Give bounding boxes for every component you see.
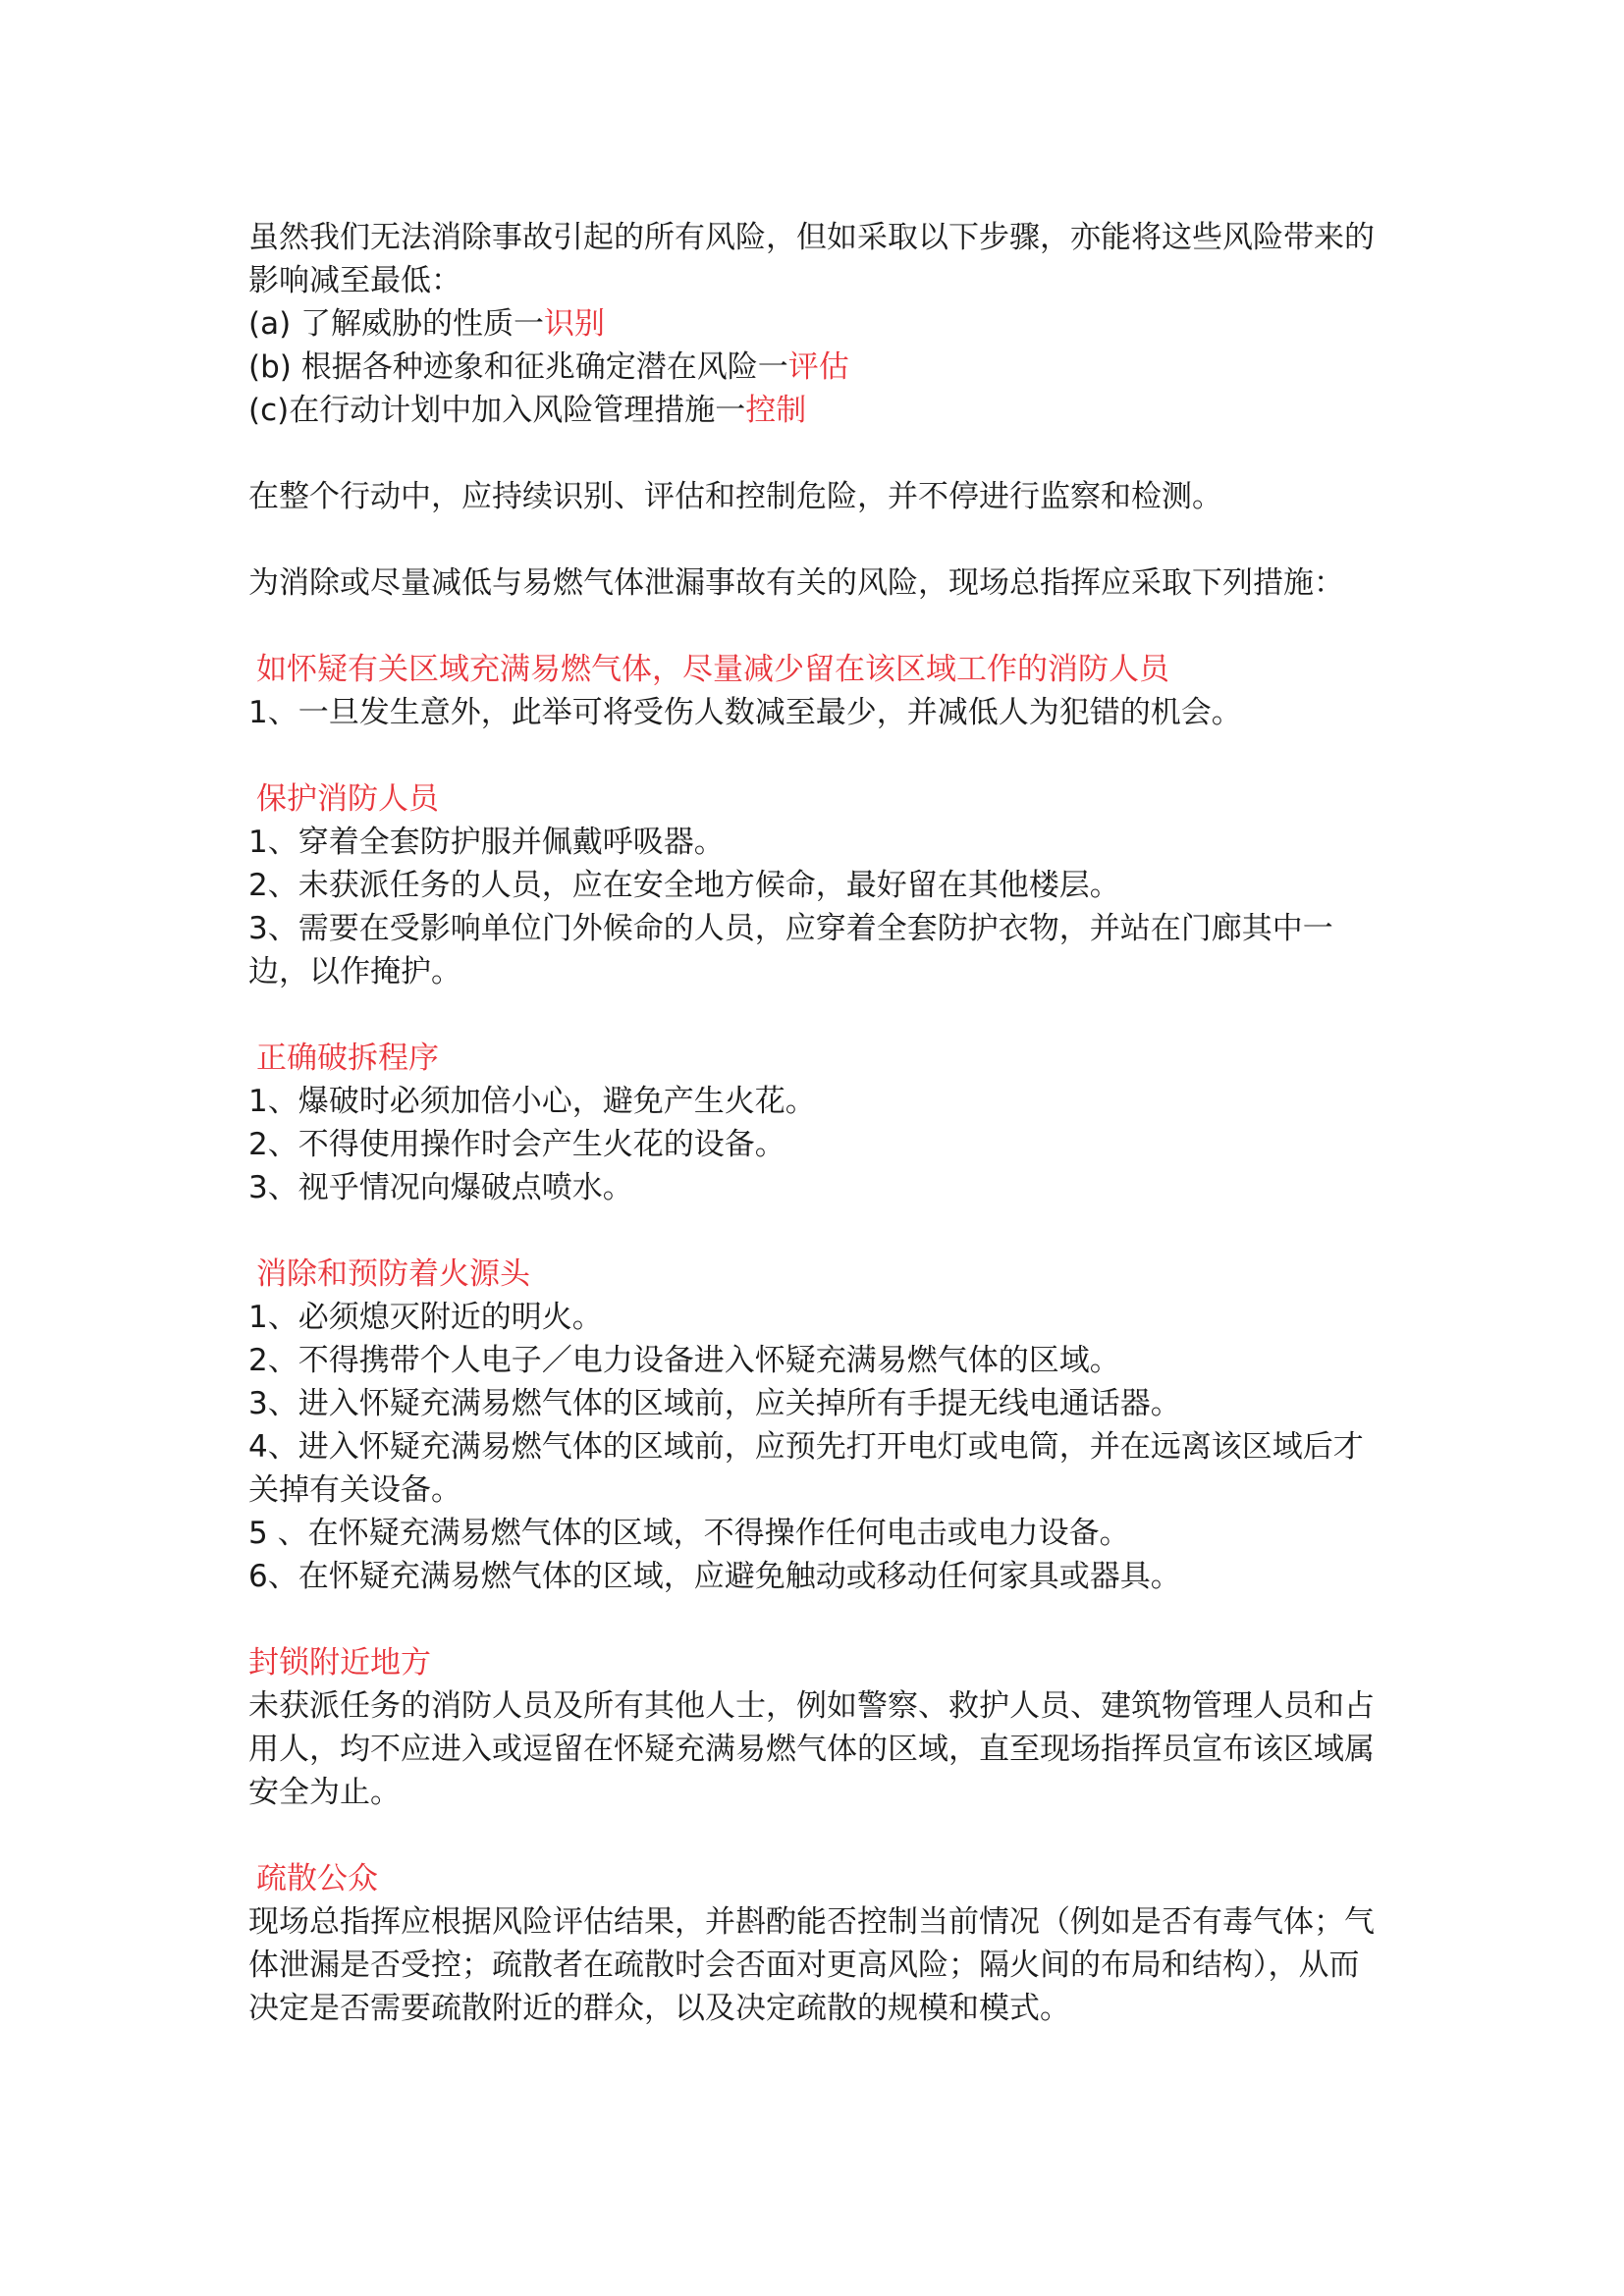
list-item: 2、不得使用操作时会产生火花的设备。 [248,1127,785,1162]
keyword-identify: 识别 [544,306,606,342]
section-heading-forcible-entry: 正确破拆程序 [256,1041,439,1076]
list-item: 5 、在怀疑充满易燃气体的区域，不得操作任何电击或电力设备。 [248,1516,1130,1551]
step-identify: (a) 了解威胁的性质一识别 [248,306,606,342]
list-item: 3、需要在受影响单位门外候命的人员，应穿着全套防护衣物，并站在门廊其中一边，以作掩护。 [248,911,1333,989]
list-item: 1、爆破时必须加倍小心，避免产生火花。 [248,1084,816,1119]
list-item: 4、进入怀疑充满易燃气体的区域前，应预先打开电灯或电筒，并在远离该区域后才关掉有关设备。 [248,1429,1364,1508]
list-item: 1、穿着全套防护服并佩戴呼吸器。 [248,825,725,860]
step-assess: (b) 根据各种迹象和征兆确定潜在风险一评估 [248,349,849,385]
continuous-paragraph: 在整个行动中，应持续识别、评估和控制危险，并不停进行监察和检测。 [248,479,1222,514]
section-heading-cordon-area: 封锁附近地方 [248,1645,431,1681]
section-heading-ignition-sources: 消除和预防着火源头 [256,1256,530,1292]
section-heading-reduce-personnel: 如怀疑有关区域充满易燃气体，尽量减少留在该区域工作的消防人员 [256,652,1169,687]
section-heading-evacuate-public: 疏散公众 [256,1861,378,1896]
measures-intro-paragraph: 为消除或尽量减低与易燃气体泄漏事故有关的风险，现场总指挥应采取下列措施： [248,565,1344,601]
section-paragraph: 现场总指挥应根据风险评估结果，并斟酌能否控制当前情况（例如是否有毒气体；气体泄漏是否受控；疏散者在疏散时会否面对更高风险；隔火间的布局和结构），从而决定是否需要疏散附近的群众，以及决定疏散的规模和模式。 [248,1904,1375,2026]
step-control: (c)在行动计划中加入风险管理措施一控制 [248,393,807,428]
list-item: 3、视乎情况向爆破点喷水。 [248,1170,633,1205]
intro-paragraph: 虽然我们无法消除事故引起的所有风险，但如采取以下步骤，亦能将这些风险带来的影响减至最低： [248,220,1375,298]
document-body [248,216,1387,2030]
section-heading-protect-personnel: 保护消防人员 [256,781,439,817]
section-paragraph: 未获派任务的消防人员及所有其他人士，例如警察、救护人员、建筑物管理人员和占用人，均不应进入或逗留在怀疑充满易燃气体的区域，直至现场指挥员宣布该区域属安全为止。 [248,1688,1375,1810]
list-item: 2、不得携带个人电子／电力设备进入怀疑充满易燃气体的区域。 [248,1343,1120,1378]
list-item: 2、未获派任务的人员，应在安全地方候命，最好留在其他楼层。 [248,868,1120,903]
list-item: 6、在怀疑充满易燃气体的区域，应避免触动或移动任何家具或器具。 [248,1559,1181,1594]
list-item: 1、一旦发生意外，此举可将受伤人数减至最少，并减低人为犯错的机会。 [248,695,1242,730]
keyword-assess: 评估 [787,349,849,385]
list-item: 3、进入怀疑充满易燃气体的区域前，应关掉所有手提无线电通话器。 [248,1386,1181,1421]
list-item: 1、必须熄灭附近的明火。 [248,1300,603,1335]
keyword-control: 控制 [745,393,807,428]
